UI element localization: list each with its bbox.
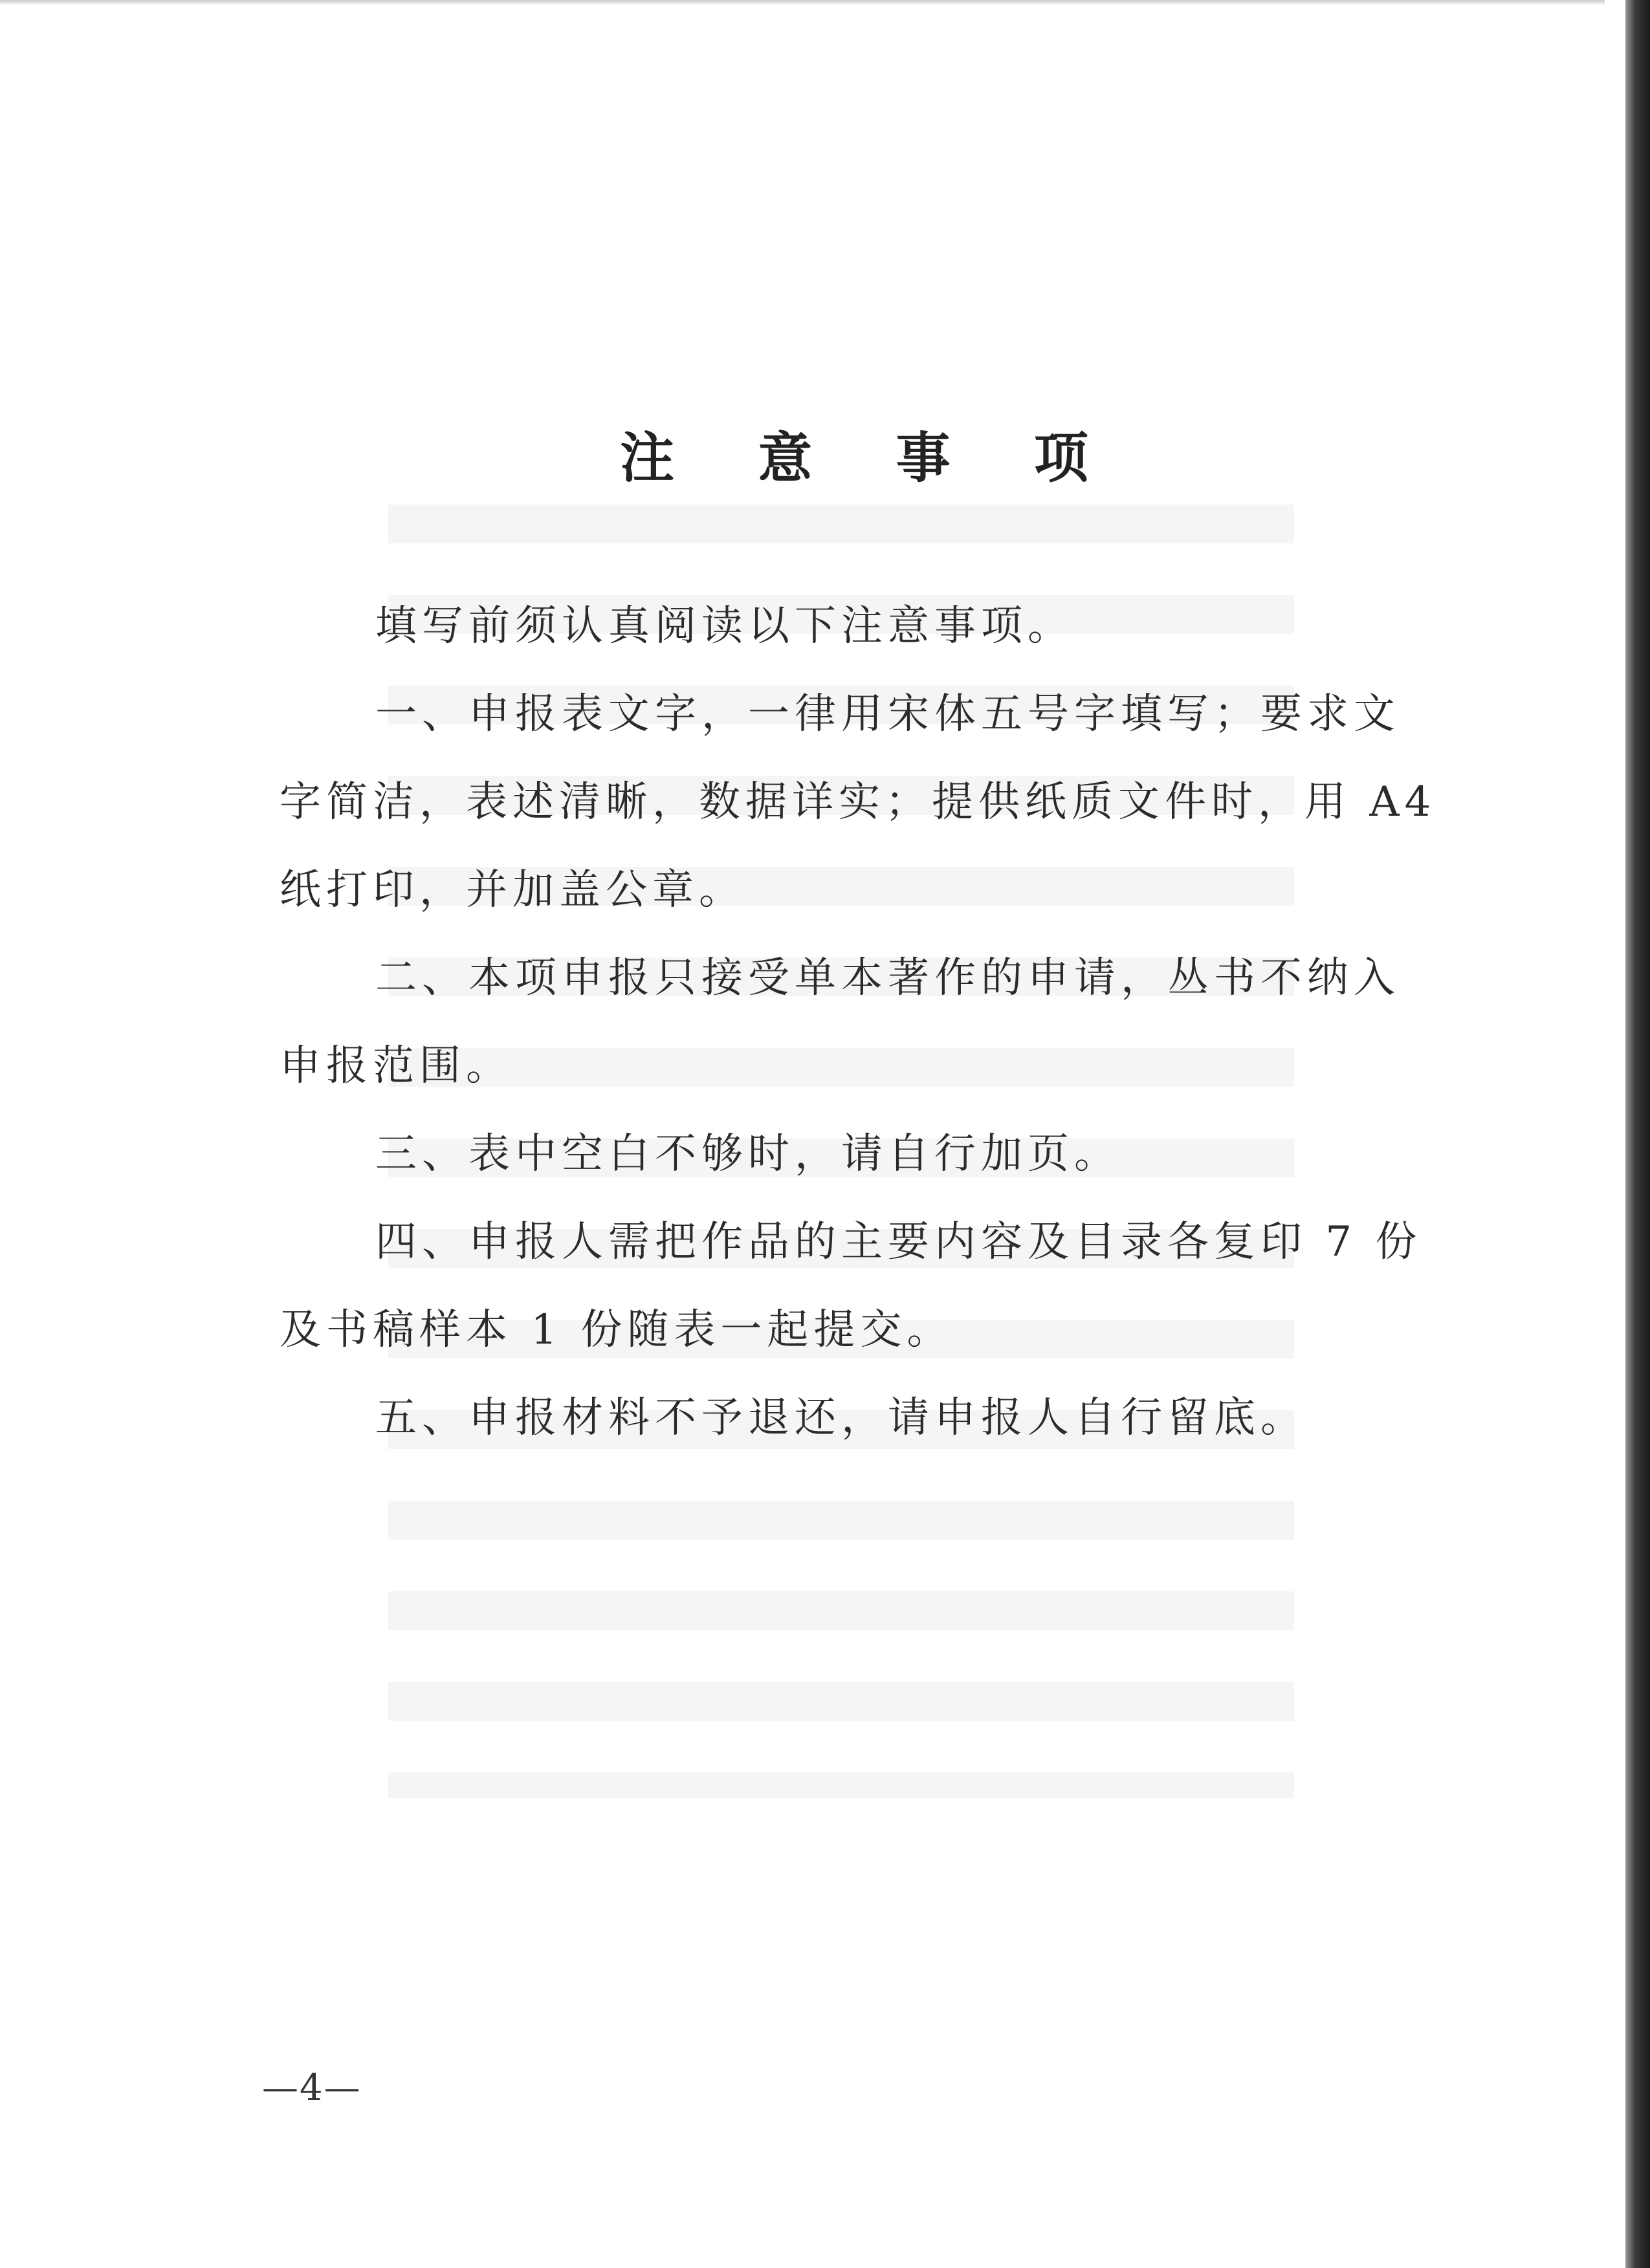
- notice-body: [280, 582, 1444, 1462]
- scan-edge-right: [1625, 0, 1650, 2268]
- notice-item-4: 四、申报人需把作品的主要内容及目录各复印 7 份及书稿样本 1 份随表一起提交。: [280, 1218, 1422, 1354]
- notice-item-5: 五、申报材料不予退还，请申报人自行留底。: [375, 1394, 1307, 1442]
- page-title: 注 意 事 项: [620, 426, 1121, 490]
- page-number: —4—: [262, 2067, 362, 2109]
- notice-item-2: 二、本项申报只接受单本著作的申请，丛书不纳入申报范围。: [280, 954, 1400, 1090]
- notice-item-1: 一、申报表文字，一律用宋体五号字填写；要求文字简洁，表述清晰，数据详实；提供纸质文件时，用 A4 纸打印，并加盖公章。: [280, 690, 1436, 914]
- notice-intro: 填写前须认真阅读以下注意事项。: [375, 602, 1074, 650]
- notice-item-3: 三、表中空白不够时，请自行加页。: [375, 1130, 1121, 1178]
- scan-edge-top: [0, 0, 1605, 5]
